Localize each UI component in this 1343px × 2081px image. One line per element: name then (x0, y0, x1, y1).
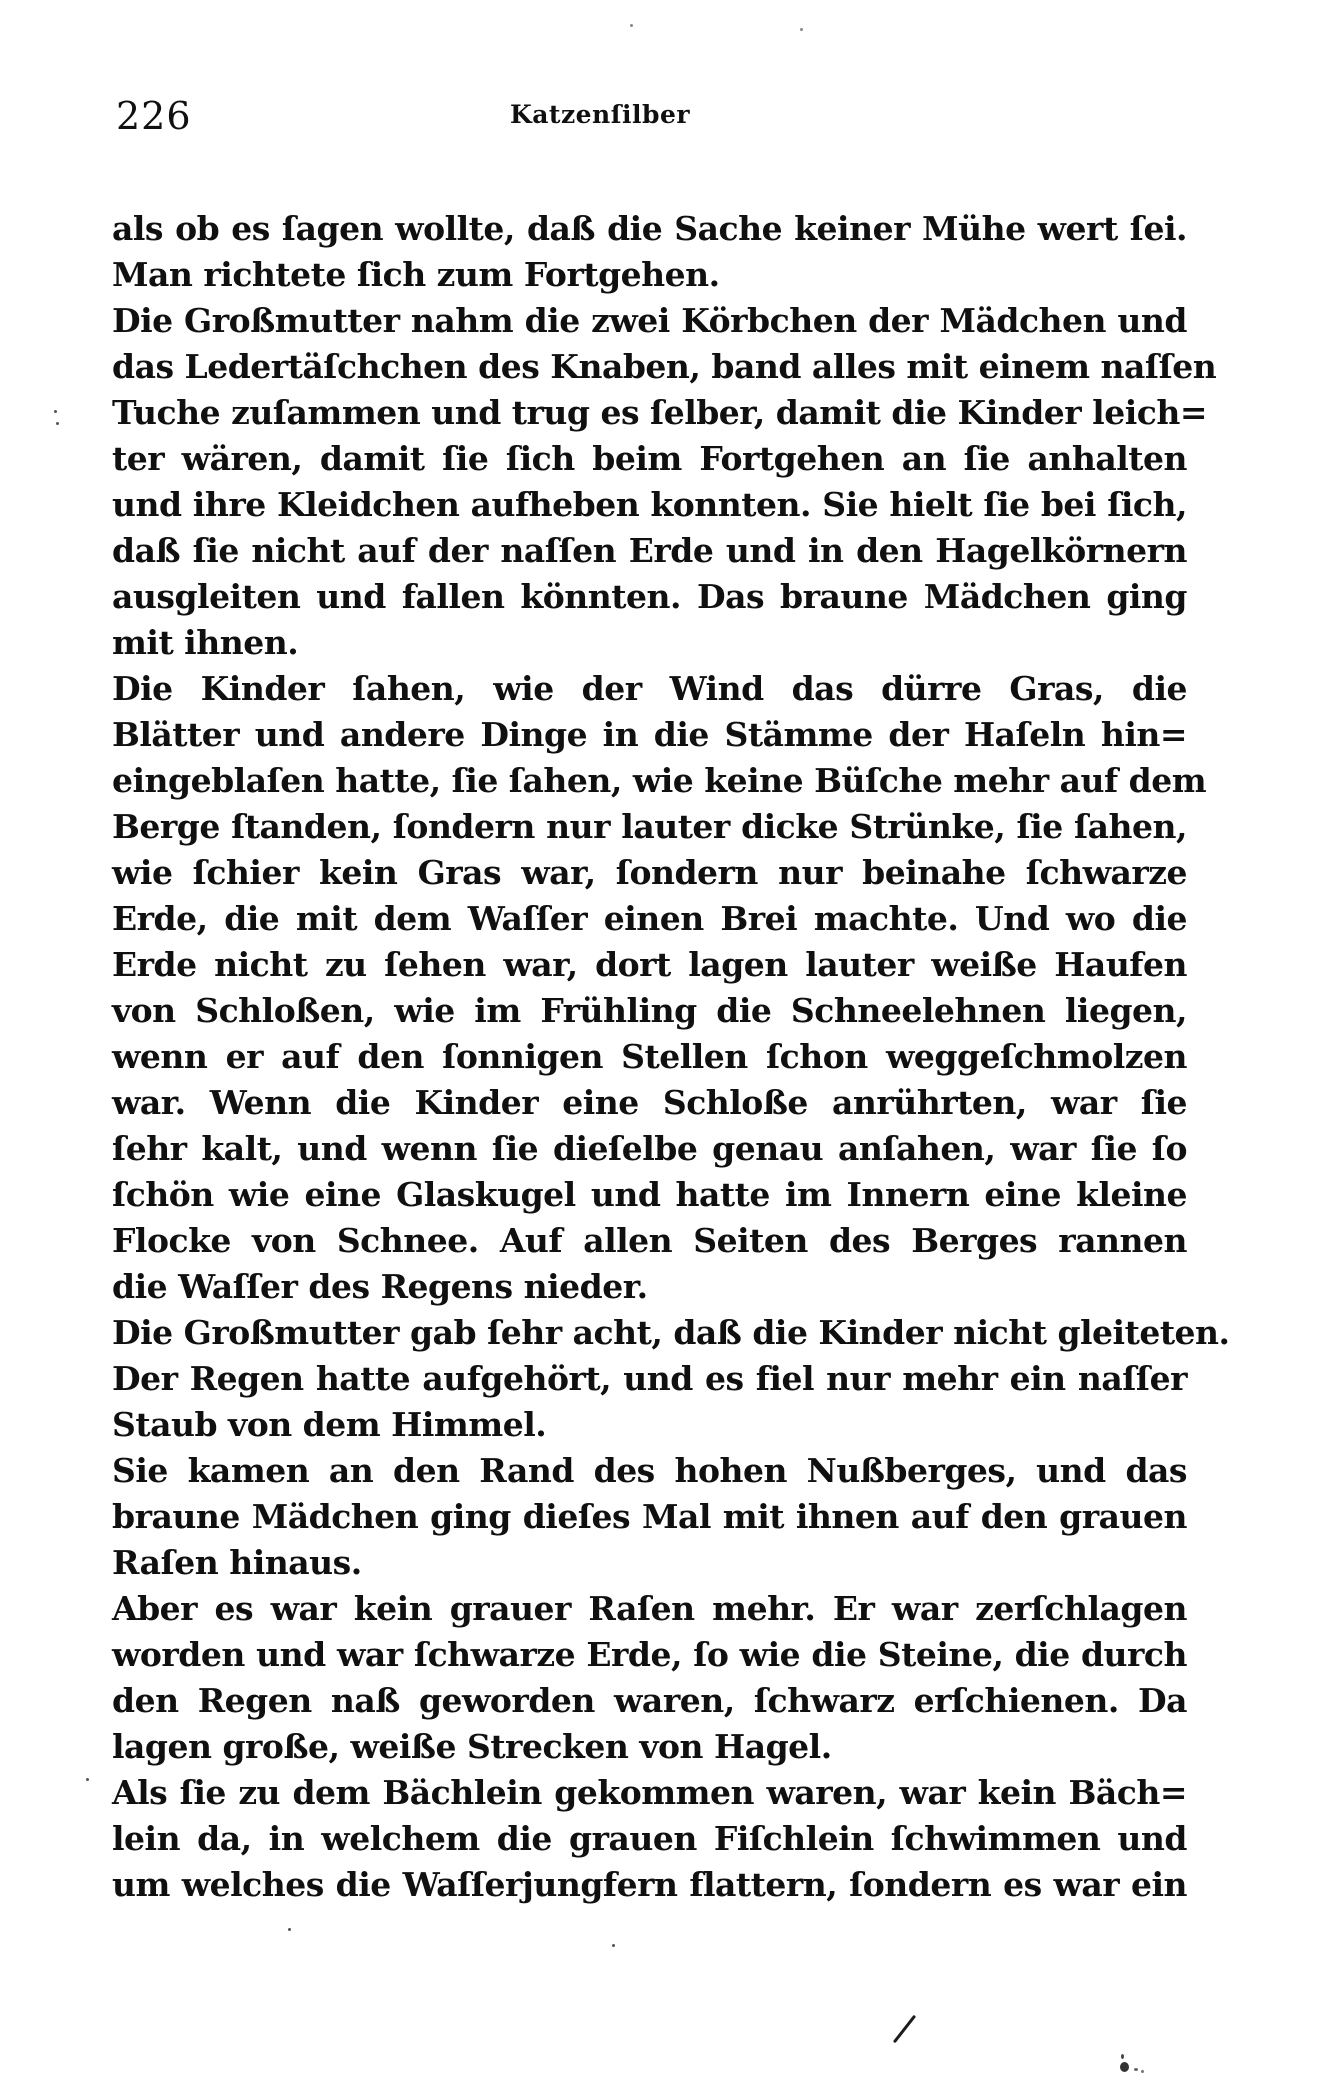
text-line-15: wie ſchier kein Gras war, ſondern nur beinahe ſchwarze (112, 853, 1187, 892)
page-number: 226 (116, 94, 192, 138)
scan-speck (86, 1778, 89, 1781)
text-line-37: um welches die Waſſerjungfern flattern, ſondern es war ein (112, 1865, 1187, 1904)
text-line-29: braune Mädchen ging dieſes Mal mit ihnen auf den grauen (112, 1497, 1187, 1536)
text-line-25: Die Großmutter gab ſehr acht, daß die Kinder nicht gleiteten. (112, 1313, 1230, 1352)
text-line-32: worden und war ſchwarze Erde, ſo wie die Steine, die durch (112, 1635, 1187, 1674)
scan-speck (54, 410, 57, 413)
text-line-36: lein da, in welchem die grauen Fiſchlein ſchwimmen und (112, 1819, 1187, 1858)
scan-speck (612, 1944, 615, 1947)
text-line-23: Flocke von Schnee. Auf allen Seiten des Berges rannen (112, 1221, 1187, 1260)
text-line-27: Staub von dem Himmel. (112, 1405, 547, 1444)
text-line-12: Blätter und andere Dinge in die Stämme der Haſeln hin= (112, 715, 1187, 754)
text-line-16: Erde, die mit dem Waſſer einen Brei machte. Und wo die (112, 899, 1187, 938)
text-line-19: wenn er auf den ſonnigen Stellen ſchon weggeſchmolzen (112, 1037, 1187, 1076)
text-line-6: ter wären, damit ſie ſich beim Fortgehen an ſie anhalten (112, 439, 1187, 478)
text-line-7: und ihre Kleidchen aufheben konnten. Sie hielt ſie bei ſich, (112, 485, 1187, 524)
text-line-28: Sie kamen an den Rand des hohen Nußberges, und das (112, 1451, 1187, 1490)
scan-speck (630, 24, 633, 27)
text-line-10: mit ihnen. (112, 623, 299, 662)
text-line-3: Die Großmutter nahm die zwei Körbchen der Mädchen und (112, 301, 1187, 340)
text-line-11: Die Kinder ſahen, wie der Wind das dürre Gras, die (112, 669, 1187, 708)
text-line-24: die Waſſer des Regens nieder. (112, 1267, 648, 1306)
text-line-1: als ob es ſagen wollte, daß die Sache keiner Mühe wert ſei. (112, 209, 1187, 248)
text-line-4: das Ledertäſchchen des Knaben, band alles mit einem naſſen (112, 347, 1217, 386)
text-line-34: lagen große, weiße Strecken von Hagel. (112, 1727, 832, 1766)
text-line-14: Berge ſtanden, ſondern nur lauter dicke Strünke, ſie ſahen, (112, 807, 1187, 846)
text-line-20: war. Wenn die Kinder eine Schloße anrührten, war ſie (112, 1083, 1187, 1122)
text-line-2: Man richtete ſich zum Fortgehen. (112, 255, 720, 294)
scan-speck (800, 28, 803, 31)
text-line-21: ſehr kalt, und wenn ſie dieſelbe genau anſahen, war ſie ſo (112, 1129, 1187, 1168)
text-line-5: Tuche zuſammen und trug es ſelber, damit die Kinder leich= (112, 393, 1207, 432)
running-title: Katzenſilber (509, 100, 691, 129)
page-header (112, 88, 1187, 148)
body-text (112, 206, 1230, 1908)
text-line-33: den Regen naß geworden waren, ſchwarz erſchienen. Da (112, 1681, 1187, 1720)
scan-smudge-artifact (1118, 2054, 1144, 2076)
scan-slash-artifact (893, 2015, 916, 2044)
text-line-30: Raſen hinaus. (112, 1543, 362, 1582)
text-line-17: Erde nicht zu ſehen war, dort lagen lauter weiße Haufen (112, 945, 1187, 984)
scan-speck (56, 422, 59, 425)
text-line-18: von Schloßen, wie im Frühling die Schneelehnen liegen, (112, 991, 1187, 1030)
text-line-13: eingeblaſen hatte, ſie ſahen, wie keine Büſche mehr auf dem (112, 761, 1207, 800)
scan-speck (288, 1928, 291, 1931)
text-line-9: ausgleiten und fallen könnten. Das braune Mädchen ging (112, 577, 1187, 616)
text-line-35: Als ſie zu dem Bächlein gekommen waren, war kein Bäch= (112, 1773, 1187, 1812)
text-line-8: daß ſie nicht auf der naſſen Erde und in den Hagelkörnern (112, 531, 1187, 570)
text-line-22: ſchön wie eine Glaskugel und hatte im Innern eine kleine (112, 1175, 1187, 1214)
text-line-31: Aber es war kein grauer Raſen mehr. Er war zerſchlagen (112, 1589, 1187, 1628)
text-line-26: Der Regen hatte aufgehört, und es fiel nur mehr ein naſſer (112, 1359, 1187, 1398)
